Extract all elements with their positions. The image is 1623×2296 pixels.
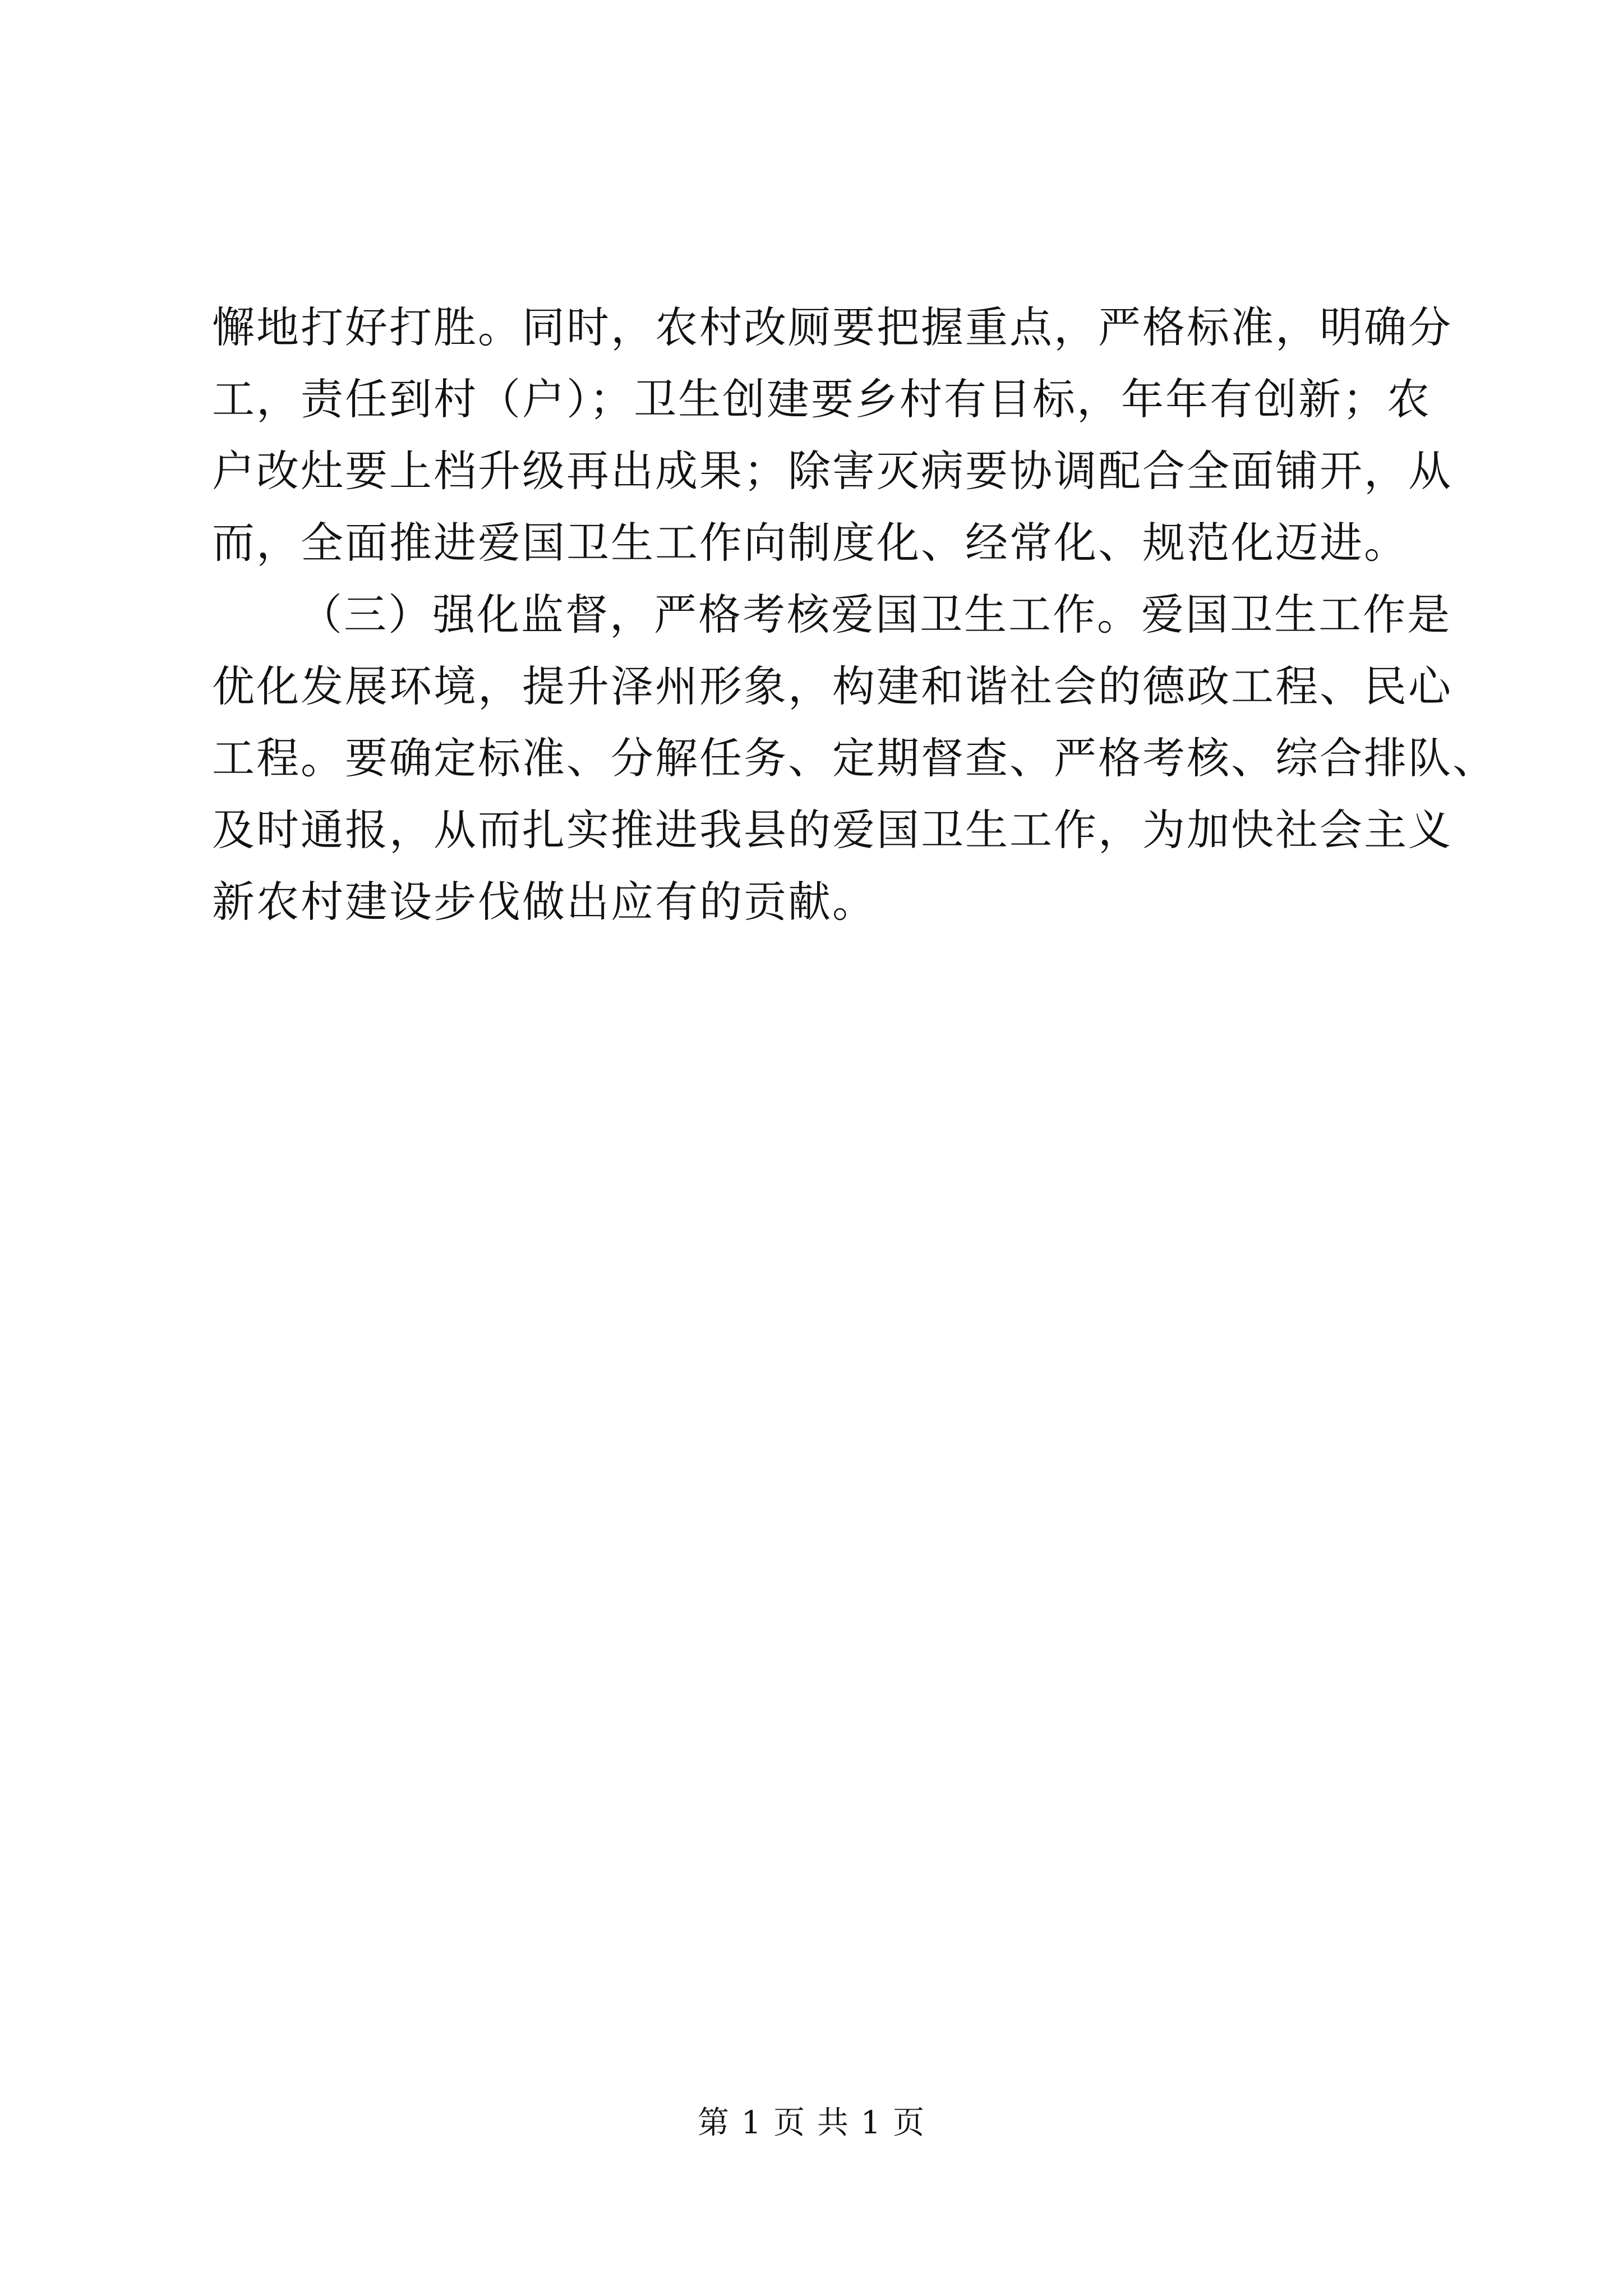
paragraph-line: 工程。要确定标准、分解任务、定期督查、严格考核、综合排队、 [212,733,1497,783]
paragraph-line: 及时通报，从而扎实推进我县的爱国卫生工作，为加快社会主义 [212,805,1453,855]
document-body [212,292,1497,938]
paragraph-line: 而，全面推进爱国卫生工作向制度化、经常化、规范化迈进。 [212,518,1408,568]
paragraph-line: 优化发展环境，提升泽州形象，构建和谐社会的德政工程、民心 [212,661,1453,711]
section-heading-line: （三）强化监督，严格考核爱国卫生工作。爱国卫生工作是 [299,590,1451,639]
paragraph-line: 新农村建设步伐做出应有的贡献。 [212,877,877,927]
paragraph-line: 户改灶要上档升级再出成果；除害灭病要协调配合全面铺开，从 [212,446,1453,496]
page-number-footer: 第 1 页 共 1 页 [697,2105,926,2141]
paragraph-line: 工，责任到村（户）；卫生创建要乡村有目标，年年有创新；农 [212,374,1431,424]
paragraph-line: 懈地打好打胜。同时，农村改厕要把握重点，严格标准，明确分 [212,302,1453,352]
